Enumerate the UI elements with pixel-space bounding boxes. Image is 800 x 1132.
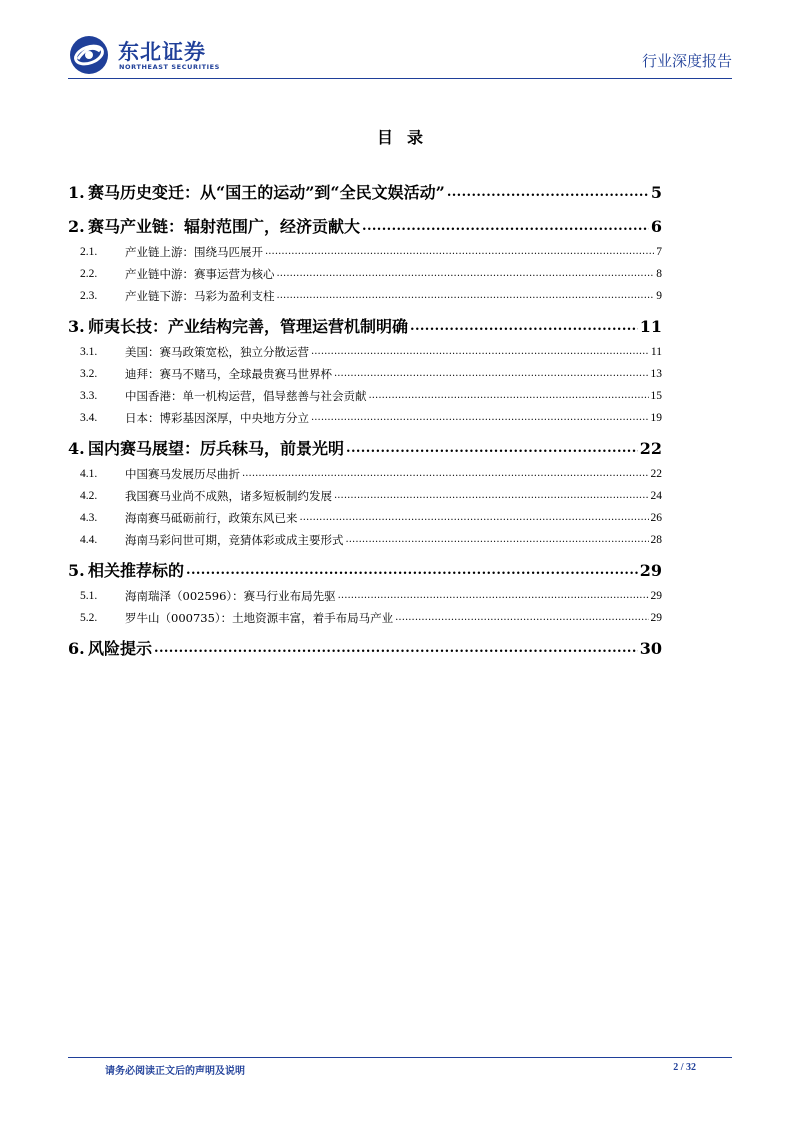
entry-title: 我国赛马业尚不成熟，诸多短板制约发展 [125, 489, 332, 503]
entry-title: 产业链中游：赛事运营为核心 [125, 267, 275, 281]
dot-leader [346, 438, 638, 460]
toc-subsection-entry[interactable] [68, 388, 662, 404]
dot-leader [154, 638, 638, 660]
dot-leader [346, 532, 649, 548]
entry-page: 7 [656, 246, 662, 258]
entry-page: 30 [639, 639, 662, 658]
header-divider [68, 78, 732, 79]
entry-title: 罗牛山（000735）：土地资源丰富，着手布局马产业 [125, 611, 394, 625]
entry-page: 26 [650, 512, 662, 524]
entry-title: 中国赛马发展历尽曲折 [125, 467, 240, 481]
dot-leader [410, 316, 638, 338]
entry-title: 赛马历史变迁：从“国王的运动”到“全民文娱活动” [88, 183, 445, 202]
entry-number: 4.1. [80, 468, 98, 480]
footer-disclaimer: 请务必阅读正文后的声明及说明 [105, 1066, 245, 1077]
entry-title: 美国：赛马政策宽松，独立分散运营 [125, 345, 309, 359]
page-number: 2 / 32 [673, 1062, 696, 1073]
toc-subsection-entry[interactable] [68, 488, 662, 504]
entry-number: 4.3. [80, 512, 98, 524]
entry-page: 11 [639, 317, 662, 336]
entry-number: 2.2. [80, 268, 98, 280]
brand-name-cn: 东北证券 [118, 40, 206, 64]
entry-page: 29 [639, 561, 662, 580]
entry-page: 24 [650, 490, 662, 502]
entry-title: 中国香港：单一机构运营，倡导慈善与社会贡献 [125, 389, 367, 403]
entry-title: 迪拜：赛马不赌马，全球最贵赛马世界杯 [125, 367, 332, 381]
entry-number: 5. [68, 561, 85, 580]
report-type: 行业深度报告 [641, 52, 732, 70]
toc-subsection-entry[interactable] [68, 588, 662, 604]
toc-section-entry[interactable] [68, 182, 662, 204]
entry-page: 8 [656, 268, 662, 280]
entry-number: 3.3. [80, 390, 98, 402]
entry-page: 6 [650, 217, 662, 236]
toc-subsection-entry[interactable] [68, 410, 662, 426]
toc-subsection-entry[interactable] [68, 344, 662, 360]
entry-number: 2.1. [80, 246, 98, 258]
entry-page: 5 [650, 183, 662, 202]
entry-title: 赛马产业链：辐射范围广，经济贡献大 [88, 217, 361, 236]
dot-leader [186, 560, 638, 582]
toc-subsection-entry[interactable] [68, 532, 662, 548]
entry-title: 国内赛马展望：厉兵秣马，前景光明 [88, 439, 345, 458]
toc-subsection-entry[interactable] [68, 244, 662, 260]
entry-page: 28 [650, 534, 662, 546]
toc-section-entry[interactable] [68, 560, 662, 582]
entry-page: 15 [650, 390, 662, 402]
dot-leader [277, 288, 655, 304]
dot-leader [265, 244, 654, 260]
dot-leader [338, 588, 649, 604]
entry-number: 4.2. [80, 490, 98, 502]
entry-number: 3. [68, 317, 85, 336]
entry-page: 22 [650, 468, 662, 480]
dot-leader [334, 366, 649, 382]
toc-section-entry[interactable] [68, 316, 662, 338]
entry-number: 5.1. [80, 590, 98, 602]
entry-page: 22 [639, 439, 662, 458]
dot-leader [362, 216, 649, 238]
table-of-contents [68, 182, 662, 660]
entry-number: 3.4. [80, 412, 98, 424]
entry-number: 4. [68, 439, 85, 458]
toc-subsection-entry[interactable] [68, 510, 662, 526]
entry-title: 日本：博彩基因深厚，中央地方分立 [125, 411, 309, 425]
dot-leader [311, 410, 649, 426]
entry-page: 9 [656, 290, 662, 302]
page-header [68, 34, 732, 76]
entry-page: 11 [650, 346, 662, 358]
entry-number: 2.3. [80, 290, 98, 302]
toc-subsection-entry[interactable] [68, 266, 662, 282]
toc-subsection-entry[interactable] [68, 288, 662, 304]
toc-section-entry[interactable] [68, 638, 662, 660]
entry-number: 3.2. [80, 368, 98, 380]
footer-divider [68, 1057, 732, 1058]
entry-number: 1. [68, 183, 85, 202]
entry-page: 29 [650, 590, 662, 602]
entry-title: 海南瑞泽（002596）：赛马行业布局先驱 [125, 589, 336, 603]
toc-section-entry[interactable] [68, 216, 662, 238]
dot-leader [242, 466, 649, 482]
toc-subsection-entry[interactable] [68, 610, 662, 626]
entry-page: 13 [650, 368, 662, 380]
entry-title: 海南马彩问世可期，竞猜体彩或成主要形式 [125, 533, 344, 547]
dot-leader [395, 610, 648, 626]
entry-number: 5.2. [80, 612, 98, 624]
dot-leader [369, 388, 649, 404]
entry-title: 产业链下游：马彩为盈利支柱 [125, 289, 275, 303]
entry-number: 4.4. [80, 534, 98, 546]
entry-number: 2. [68, 217, 85, 236]
toc-subsection-entry[interactable] [68, 366, 662, 382]
logo-emblem-icon [68, 34, 110, 76]
entry-title: 风险提示 [88, 639, 153, 658]
toc-title: 目录 [376, 128, 437, 147]
brand-name-en: NORTHEAST SECURITIES [119, 63, 220, 71]
toc-section-entry[interactable] [68, 438, 662, 460]
entry-number: 6. [68, 639, 85, 658]
entry-title: 产业链上游：围绕马匹展开 [125, 245, 263, 259]
dot-leader [447, 182, 649, 204]
dot-leader [311, 344, 649, 360]
entry-title: 相关推荐标的 [88, 561, 185, 580]
dot-leader [334, 488, 649, 504]
company-logo [68, 34, 268, 76]
entry-title: 海南赛马砥砺前行，政策东风已来 [125, 511, 298, 525]
entry-number: 3.1. [80, 346, 98, 358]
entry-title: 师夷长技：产业结构完善，管理运营机制明确 [88, 317, 409, 336]
dot-leader [300, 510, 649, 526]
dot-leader [277, 266, 655, 282]
entry-page: 19 [650, 412, 662, 424]
entry-page: 29 [650, 612, 662, 624]
toc-subsection-entry[interactable] [68, 466, 662, 482]
